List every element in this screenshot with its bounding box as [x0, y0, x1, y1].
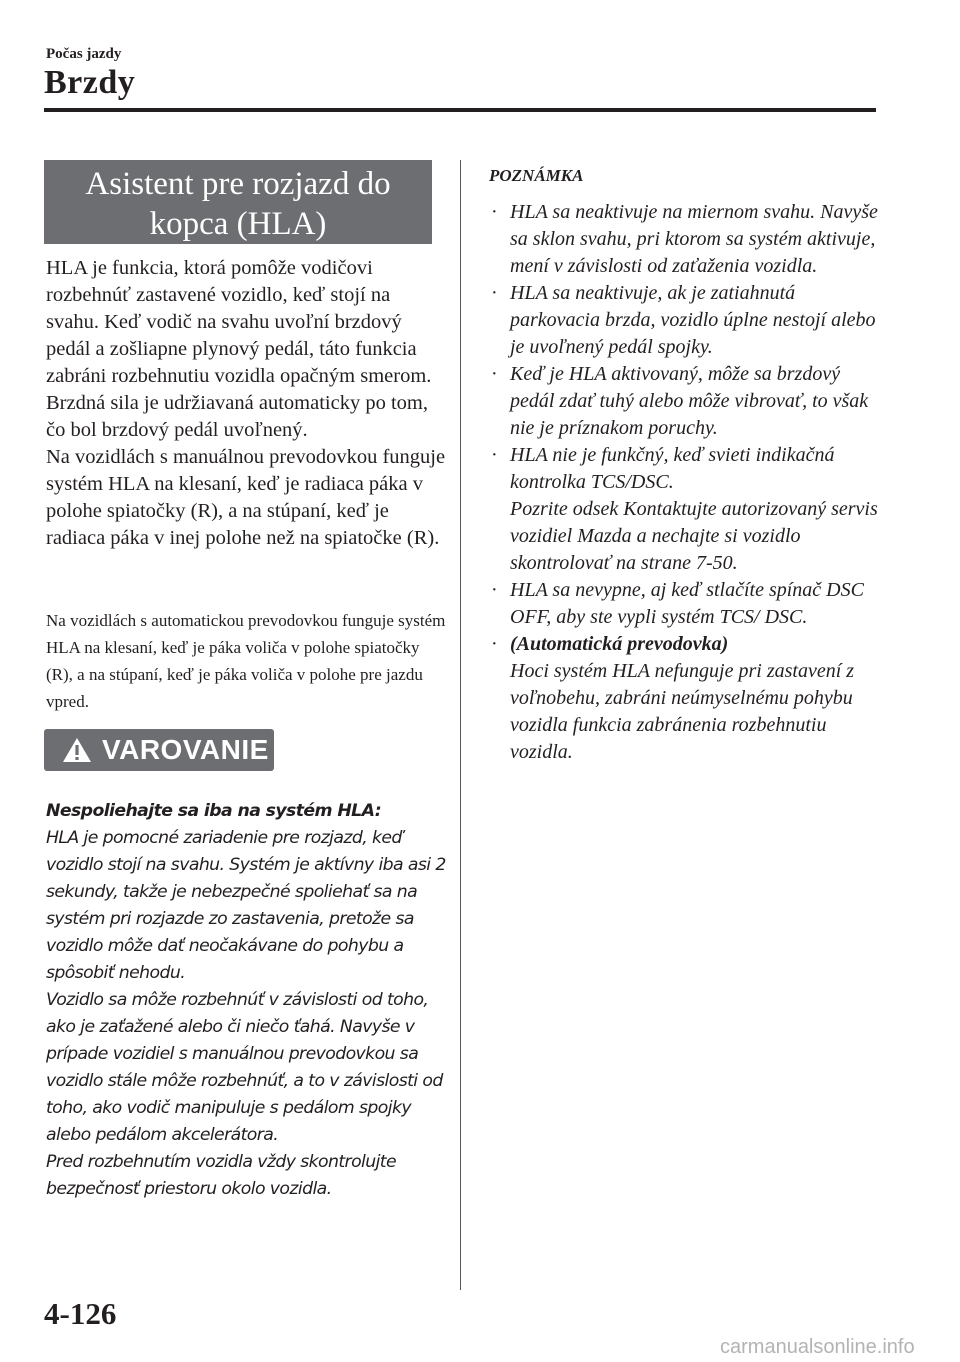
- chapter-label: Počas jazdy: [46, 46, 122, 62]
- warning-label: VAROVANIE: [102, 734, 269, 765]
- note-item: [490, 361, 885, 442]
- warning-paragraph: HLA je pomocné zariadenie pre rozjazd, keď vozidlo stojí na svahu. Systém je aktívny iba asi 2 sekundy, takže je nebezpečné spoliehať sa na systém pri rozjazde zo zastavenia, pretože sa vozidlo môže dať neočakávane do pohybu a spôsobiť nehodu.: [46, 828, 446, 983]
- note-item: [490, 631, 885, 766]
- column-divider: [460, 160, 461, 1290]
- body-text: [46, 255, 446, 552]
- note-list: [490, 199, 885, 766]
- page-title: Brzdy: [44, 64, 136, 101]
- body-paragraph: Na vozidlách s manuálnou prevodovkou funguje systém HLA na klesaní, keď je radiaca páka v polohe spiatočky (R), a na stúpaní, keď je radiaca páka v inej polohe než na spiatočke (R).: [46, 446, 446, 549]
- note-item: [490, 199, 885, 280]
- section-title-box: [44, 160, 432, 244]
- section-title-line1: Asistent pre rozjazd do: [85, 166, 391, 202]
- body-paragraph: HLA je funkcia, ktorá pomôže vodičovi rozbehnúť zastavené vozidlo, keď stojí na svahu. Keď vodič na svahu uvoľní brzdový pedál a zošliapne plynový pedál, táto funkcia zabráni rozbehnutiu vozidla opačným smerom. Brzdná sila je udržiavaná automaticky po tom, čo bol brzdový pedál uvoľnený.: [46, 257, 432, 441]
- bullet: ·: [491, 444, 498, 466]
- note-item: [490, 280, 885, 361]
- note-text: HLA nie je funkčný, keď svieti indikačná kontrolka TCS/DSC.: [510, 444, 835, 493]
- body-small-paragraph: Na vozidlách s automatickou prevodovkou funguje systém HLA na klesaní, keď je páka voliča v polohe spiatočky (R), a na stúpaní, keď je páka voliča v polohe pre jazdu vpred.: [46, 611, 446, 711]
- note-text: HLA sa neaktivuje na miernom svahu. Navyše sa sklon svahu, pri ktorom sa systém aktivuje, mení v závislosti od zaťaženia vozidla.: [510, 201, 878, 277]
- warning-text: [46, 798, 446, 1203]
- header-rule: [44, 108, 876, 112]
- page-number: 4-126: [44, 1296, 117, 1331]
- warning-banner: [44, 729, 274, 771]
- bullet: ·: [491, 201, 498, 223]
- bullet: ·: [491, 363, 498, 385]
- note-text: Hoci systém HLA nefunguje pri zastavení z voľnobehu, zabráni neúmyselnému pohybu vozidla funkcia zabránenia rozbehnutiu vozidla.: [510, 660, 855, 763]
- watermark: carmanualsonline.info: [720, 1336, 915, 1358]
- warning-paragraph: Pred rozbehnutím vozidla vždy skontrolujte bezpečnosť priestoru okolo vozidla.: [46, 1152, 397, 1199]
- note-text: HLA sa neaktivuje, ak je zatiahnutá parkovacia brzda, vozidlo úplne nestojí alebo je uvoľnený pedál spojky.: [510, 282, 876, 358]
- bullet: ·: [491, 633, 498, 655]
- note-item: [490, 442, 885, 577]
- warning-paragraph: Vozidlo sa môže rozbehnúť v závislosti od toho, ako je zaťažené alebo či niečo ťahá. Navyše v prípade vozidiel s manuálnou prevodovkou sa vozidlo stále môže rozbehnúť, a to v závislosti od toho, ako vodič manipuluje s pedálom spojky alebo pedálom akcelerátora.: [46, 990, 443, 1145]
- note-text: HLA sa nevypne, aj keď stlačíte spínač DSC OFF, aby ste vypli systém TCS/ DSC.: [510, 579, 864, 628]
- note-title: POZNÁMKA: [489, 166, 584, 185]
- note-label: (Automatická prevodovka): [510, 633, 729, 655]
- bullet: ·: [491, 282, 498, 304]
- note-text: Pozrite odsek Kontaktujte autorizovaný servis vozidiel Mazda a nechajte si vozidlo skontrolovať na strane 7-50.: [510, 498, 878, 574]
- note-text: Keď je HLA aktivovaný, môže sa brzdový pedál zdať tuhý alebo môže vibrovať, to však nie je príznakom poruchy.: [510, 363, 869, 439]
- warning-heading: Nespoliehajte sa iba na systém HLA:: [46, 801, 382, 821]
- note-item: [490, 577, 885, 631]
- warning-triangle-icon: [62, 737, 92, 763]
- section-title-line2: kopca (HLA): [149, 206, 327, 242]
- bullet: ·: [491, 579, 498, 601]
